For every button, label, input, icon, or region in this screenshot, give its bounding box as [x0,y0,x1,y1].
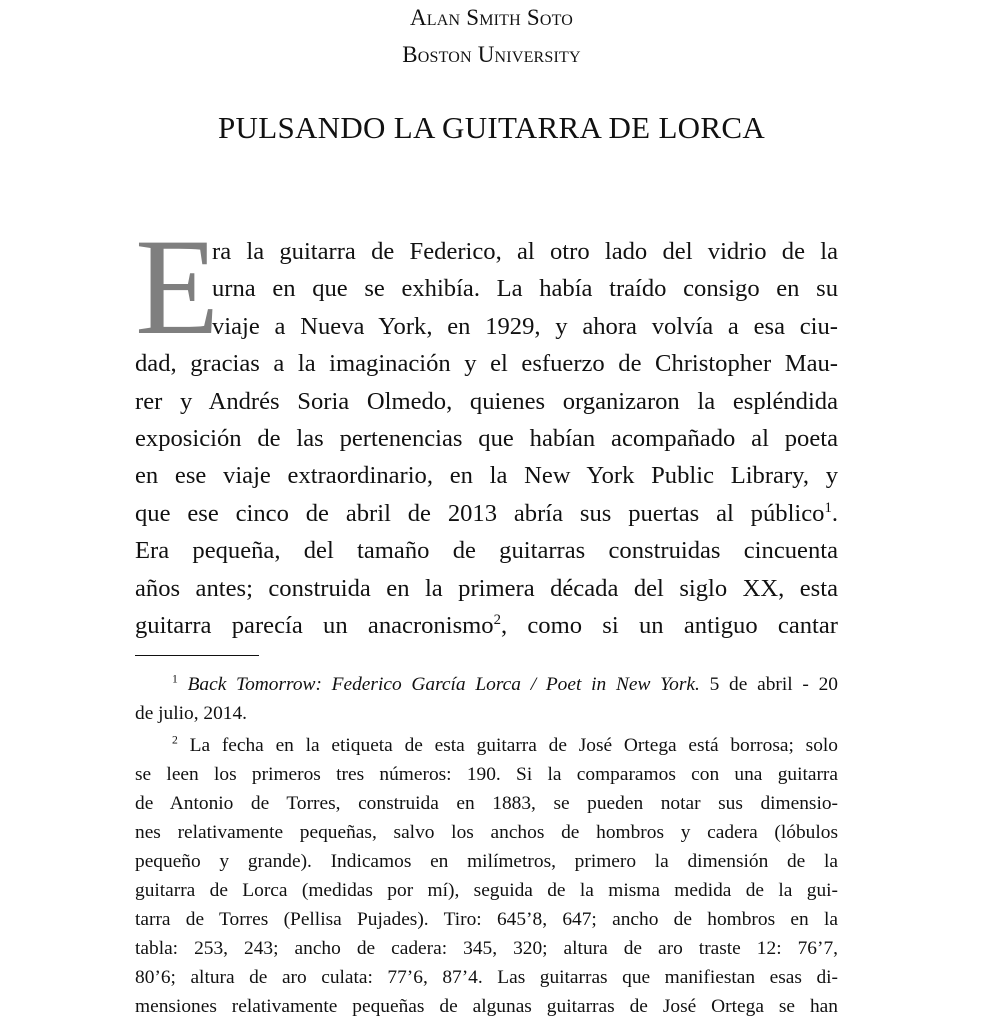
footnote-divider [135,655,259,656]
body-line: dad, gracias a la imaginación y el esfuerzo de Christopher Mau- [135,350,838,378]
body-line [135,607,838,644]
footnote-line: mensiones relativamente pequeñas de algunas guitarras de José Ortega se han [135,996,838,1017]
footnote-line: nes relativamente pequeñas, salvo los anchos de hombros y cadera (lóbulos [135,822,838,843]
body-line-end: . [831,499,838,527]
footnote-ref-1[interactable]: 1 [824,499,832,516]
footnotes [135,670,838,1024]
body-line-text: , como si un antiguo cantar [500,611,838,639]
footnote-1 [135,670,838,728]
body-line: años antes; construida en la primera década del siglo XX, esta [135,574,838,602]
footnote-2 [135,731,838,1021]
body-line: ra la guitarra de Federico, al otro lado del vidrio de la [212,238,838,265]
drop-cap: E [135,210,220,363]
footnote-text: La fecha en la etiqueta de esta guitarra de José Ortega está borrosa; solo [189,735,838,756]
footnote-line: tabla: 253, 243; ancho de cadera: 345, 320; altura de aro traste 12: 76’7, [135,938,838,959]
body-line: viaje a Nueva York, en 1929, y ahora volvía a esa ciu- [212,312,838,340]
body-line: en ese viaje extraordinario, en la New York Public Library, y [135,462,838,490]
footnote-cited-title: Back Tomorrow: Federico García Lorca / Poet in New York. [187,674,700,695]
body-line-text: guitarra parecía un anacronismo [135,611,494,639]
footnote-mark: 2 [172,733,178,747]
footnote-line: guitarra de Lorca (medidas por mí), seguida de la misma medida de la gui- [135,880,838,901]
footnote-line: de julio, 2014. [135,703,248,724]
body-line: exposición de las pertenencias que habían acompañado al poeta [135,424,838,452]
body-line: rer y Andrés Soria Olmedo, quienes organizaron la espléndida [135,387,838,415]
footnote-line: de Antonio de Torres, construida en 1883, se pueden notar sus dimensio- [135,793,838,814]
footnote-line: se leen los primeros tres números: 190. Si la comparamos con una guitarra [135,764,838,785]
footnote-line [135,731,838,760]
footnote-line: 80’6; altura de aro culata: 77’6, 87’4. Las guitarras que manifiestan esas di- [135,967,838,988]
body-line-text: que ese cinco de abril de 2013 abría sus puertas al público [135,499,825,527]
footnote-line [135,670,838,699]
footnote-line: pequeño y grande). Indicamos en milímetros, primero la dimensión de la [135,851,838,872]
article-title: PULSANDO LA GUITARRA DE LORCA [217,110,766,145]
body-line: urna en que se exhibía. La había traído consigo en su [212,275,838,303]
author-name: Alan Smith Soto [409,5,574,30]
footnote-ref-2[interactable]: 2 [493,611,501,628]
footnote-mark: 1 [172,672,178,686]
body-line: Era pequeña, del tamaño de guitarras construidas cincuenta [135,537,838,565]
footnote-line: tarra de Torres (Pellisa Pujades). Tiro: 645’8, 647; ancho de hombros en la [135,909,838,930]
author-affiliation: Boston University [402,42,581,67]
body-line [135,495,838,532]
footnote-text: 5 de abril - 20 [699,674,838,695]
body-paragraph [135,233,838,644]
